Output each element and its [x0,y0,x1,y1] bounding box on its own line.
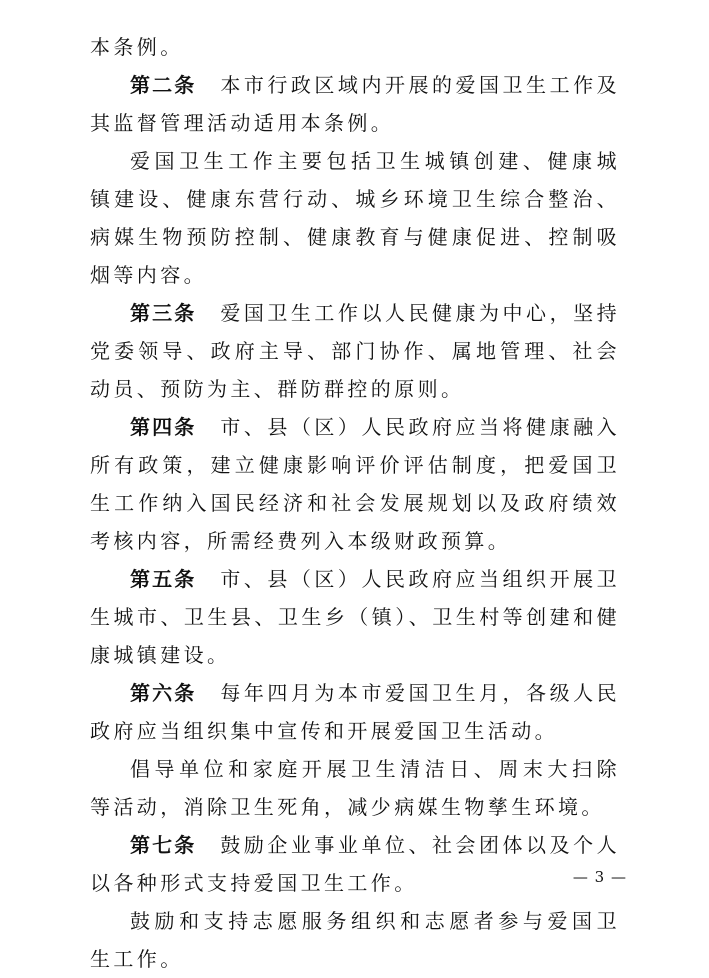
article-number: 第四条 [130,415,197,439]
article-7-paragraph [90,826,620,902]
paragraph-text: 市、县（区）人民政府应当组织开展卫生城市、卫生县、卫生乡（镇）、卫生村等创建和健康城镇建设。 [90,567,621,667]
article-number: 第七条 [130,833,197,857]
article-2-clause-paragraph [90,142,620,294]
article-2-paragraph [90,66,620,142]
document-body [90,28,620,978]
article-6-clause-paragraph [90,750,620,826]
article-3-paragraph [90,294,620,408]
paragraph-text: 市、县（区）人民政府应当将健康融入所有政策，建立健康影响评价评估制度，把爱国卫生工作纳入国民经济和社会发展规划以及政府绩效考核内容，所需经费列入本级财政预算。 [90,415,621,553]
paragraph-text: 爱国卫生工作以人民健康为中心，坚持党委领导、政府主导、部门协作、属地管理、社会动员、预防为主、群防群控的原则。 [90,301,621,401]
article-number: 第六条 [130,681,197,705]
article-number: 第三条 [130,301,197,325]
paragraph-text: 爱国卫生工作主要包括卫生城镇创建、健康城镇建设、健康东营行动、城乡环境卫生综合整治、病媒生物预防控制、健康教育与健康促进、控制吸烟等内容。 [90,149,620,287]
article-7-clause-paragraph [90,902,620,978]
paragraph-text: 鼓励企业事业单位、社会团体以及个人以各种形式支持爱国卫生工作。 [90,833,621,895]
article-6-paragraph [90,674,620,750]
page-number: — 3 — [572,868,627,886]
article-5-paragraph [90,560,620,674]
paragraph-continuation [90,28,620,66]
article-number: 第二条 [130,73,197,97]
paragraph-text: 本条例。 [90,35,184,59]
article-4-paragraph [90,408,620,560]
paragraph-text: 本市行政区域内开展的爱国卫生工作及其监督管理活动适用本条例。 [90,73,621,135]
paragraph-text: 倡导单位和家庭开展卫生清洁日、周末大扫除等活动，消除卫生死角，减少病媒生物孳生环境。 [90,757,620,819]
paragraph-text: 鼓励和支持志愿服务组织和志愿者参与爱国卫生工作。 [90,909,620,971]
article-number: 第五条 [130,567,197,591]
paragraph-text: 每年四月为本市爱国卫生月，各级人民政府应当组织集中宣传和开展爱国卫生活动。 [90,681,621,743]
